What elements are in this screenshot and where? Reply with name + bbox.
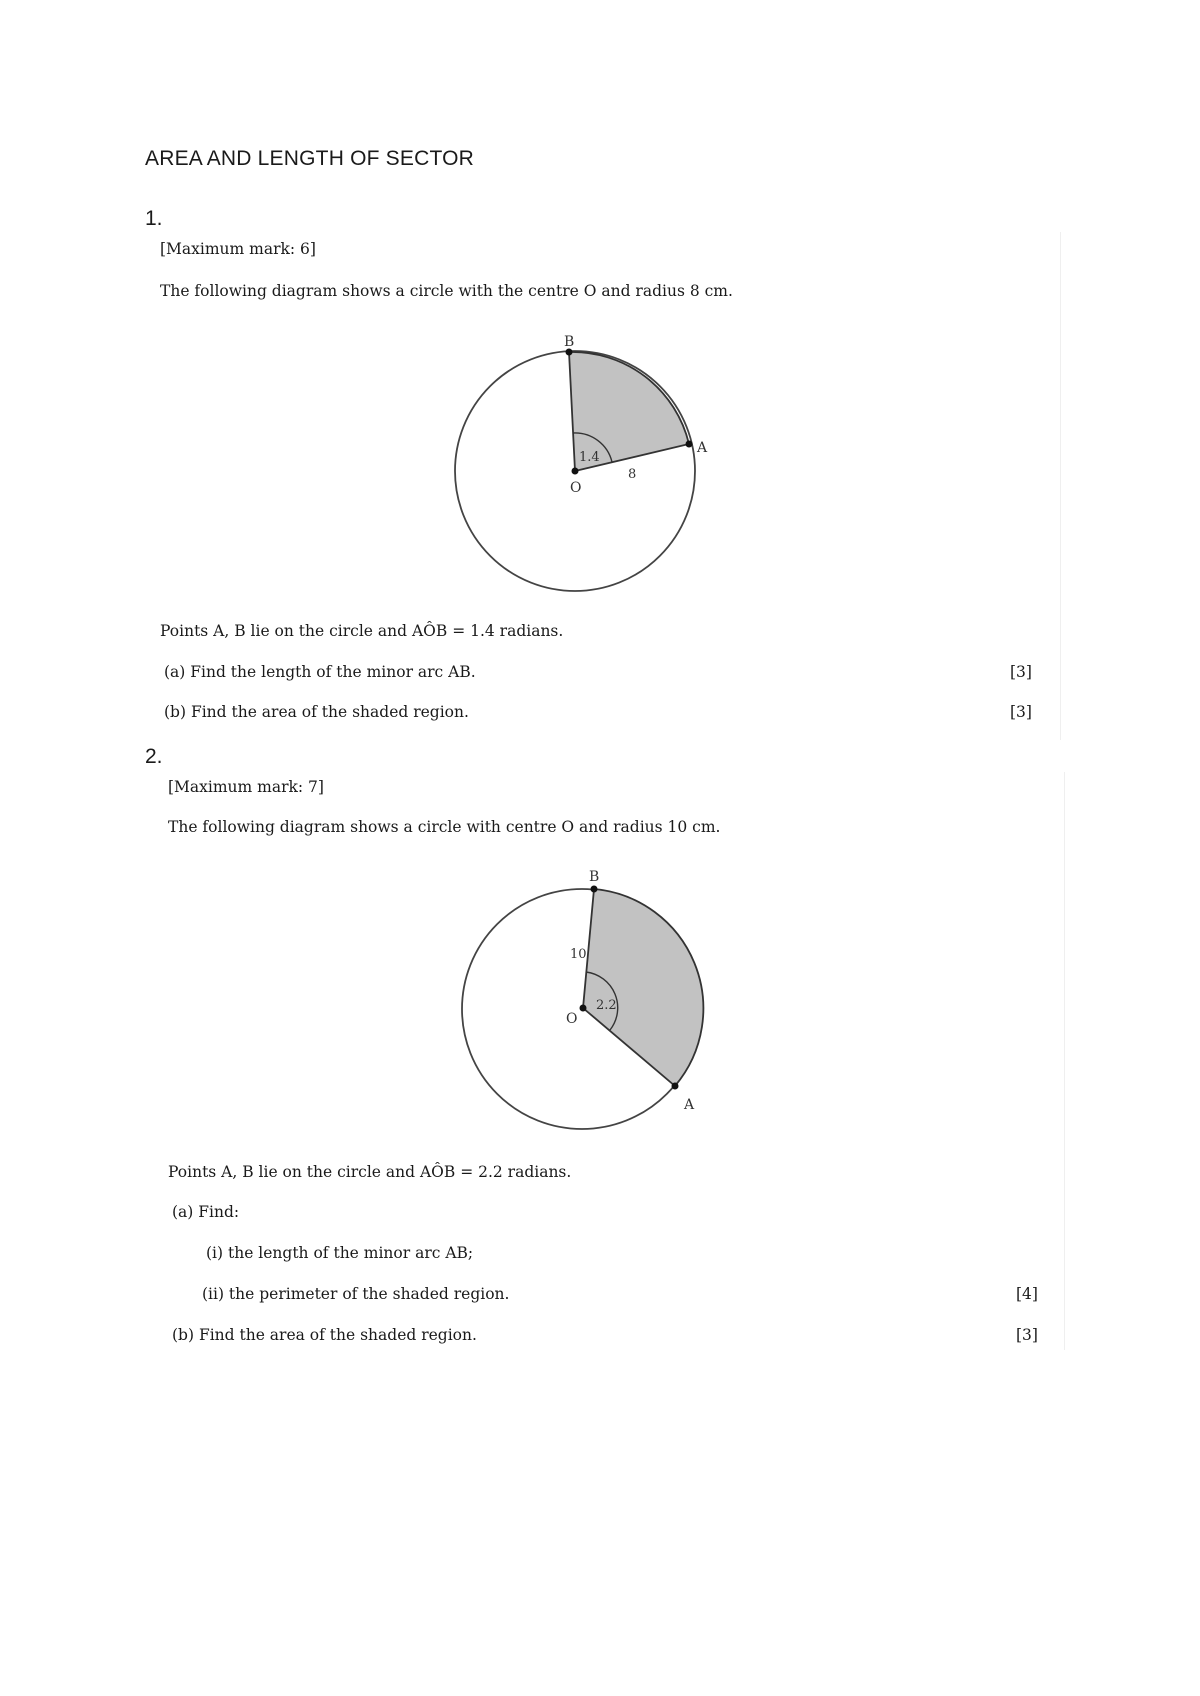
question-1-statement: Points A, B lie on the circle and AÔB = 1.4 radians. (160, 622, 564, 640)
question-1-diagram (440, 325, 720, 605)
question-1-part-b-marks: [3] (1010, 703, 1032, 721)
question-2-part-a: (a) Find: (172, 1203, 240, 1221)
q1-label-o: O (570, 480, 582, 496)
question-1-max-mark: [Maximum mark: 6] (160, 240, 316, 258)
page-title: AREA AND LENGTH OF SECTOR (145, 147, 475, 170)
q1-point-a (686, 441, 693, 448)
question-2-part-a-marks: [4] (1016, 1285, 1038, 1303)
q2-label-o: O (566, 1011, 578, 1027)
question-2-max-mark: [Maximum mark: 7] (168, 778, 324, 796)
q2-radius-label: 10 (570, 947, 587, 962)
question-2-part-a-i: (i) the length of the minor arc AB; (206, 1244, 474, 1262)
question-1-intro: The following diagram shows a circle with the centre O and radius 8 cm. (160, 282, 733, 300)
q1-label-a: A (697, 440, 708, 456)
q2-label-b: B (589, 869, 600, 885)
question-2-part-b: (b) Find the area of the shaded region. (172, 1326, 477, 1344)
q2-point-a (672, 1083, 679, 1090)
q2-angle-label: 2.2 (596, 998, 617, 1013)
question-2-statement: Points A, B lie on the circle and AÔB = 2.2 radians. (168, 1163, 572, 1181)
question-2-part-a-ii: (ii) the perimeter of the shaded region. (202, 1285, 510, 1303)
q2-label-a: A (684, 1097, 695, 1113)
question-2-number: 2. (145, 745, 163, 768)
q2-point-b (591, 886, 598, 893)
question-2-intro: The following diagram shows a circle with centre O and radius 10 cm. (168, 818, 721, 836)
question-2-part-b-marks: [3] (1016, 1326, 1038, 1344)
q1-point-o (572, 468, 579, 475)
q1-label-b: B (564, 334, 575, 350)
question-1-number: 1. (145, 207, 163, 230)
question-2-diagram (455, 862, 735, 1142)
question-1-part-a-marks: [3] (1010, 663, 1032, 681)
question-1-part-b: (b) Find the area of the shaded region. (164, 703, 469, 721)
question-1-part-a: (a) Find the length of the minor arc AB. (164, 663, 476, 681)
q1-radius-label: 8 (628, 467, 637, 482)
q1-angle-label: 1.4 (579, 450, 600, 465)
q2-point-o (580, 1005, 587, 1012)
